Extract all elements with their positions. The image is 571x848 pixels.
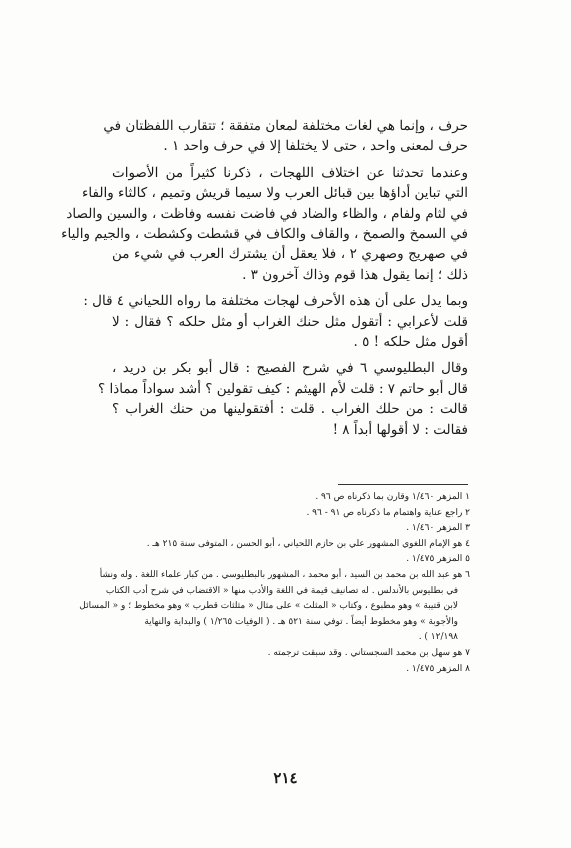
footnote: ٨ المزهر ١/٤٧٥ . <box>406 663 470 674</box>
text-line: قالت : من حلك الغراب . قلت : أفتقولينها من حنك الغراب ؟ <box>112 401 468 418</box>
body-text <box>61 116 468 440</box>
footnote: ٥ المزهر ١/٤٧٥ . <box>406 554 470 565</box>
paragraph-4 <box>98 358 468 440</box>
text-line: في السمخ والصمخ ، والقاف والكاف في قشطت وكشطت ، والجيم والياء <box>61 226 468 243</box>
paragraph-3 <box>83 291 468 352</box>
footnote-continuation: لابن قتيبة » وهو مطبوع ، وكتاب « المثلث » على مثال « مثلثات قطرب » وهو مخطوط ؛ و « المسائل <box>79 601 458 612</box>
paragraph-1 <box>103 116 468 157</box>
text-line: وبما يدل على أن هذه الأحرف لهجات مختلفة ما رواه اللحياني ٤ قال : <box>83 293 468 310</box>
footnote: ١ المزهر ١/٤٦٠ وقارن بما ذكرناه ص ٩٦ . <box>315 492 470 502</box>
footnote: ٣ المزهر ١/٤٦٠ . <box>406 523 470 534</box>
text-line: حرف لمعنى واحد ، حتى لا يختلفا إلا في حرف واحد ١ . <box>163 138 468 155</box>
footnote-continuation: والأجوبة » وهو مخطوط أيضاً . توفي سنة ٥٢١ هـ . ( الوفيات ١/٢٦٥ ) والبداية والنهاية <box>144 616 458 627</box>
text-line: في صهريج وصهري ٢ ، فلا يعقل أن يشترك العرب في شيء من <box>112 246 468 263</box>
text-line: في لثام ولفام ، والظاء والضاد في فاضت نفسه وفاظت ، والسين والصاد <box>66 205 468 222</box>
text-line: فقالت : لا أقولها أبداً ٨ ! <box>332 421 468 438</box>
footnote-divider <box>338 484 468 485</box>
text-line: وعندما تحدثنا عن اختلاف اللهجات ، ذكرنا كثيراً من الأصوات <box>112 164 468 181</box>
page-number: ٢١٤ <box>273 769 298 787</box>
paragraph-2 <box>61 163 468 285</box>
footnote-continuation: في بطليوس بالأندلس . له تصانيف قيمة في اللغة والأدب منها « الاقتضاب في شرح أدب الكتاب <box>105 585 458 596</box>
footnote: ٢ راجع عناية واهتمام ما ذكرناه ص ٩١ - ٩٦ . <box>306 507 470 518</box>
text-line: قلت لأعرابي : أتقول مثل حنك الغراب أو مثل حلكه ؟ فقال : لا <box>112 313 468 330</box>
text-line: ذلك ؛ إنما يقول هذا قوم وذاك آخرون ٣ . <box>242 266 468 283</box>
text-line: قال أبو حاتم ٧ : قلت لأم الهيثم : كيف تقولين ؟ أشد سواداً مماذا ؟ <box>98 380 468 397</box>
footnote-continuation: ١٢/١٩٨ ) . <box>418 632 458 643</box>
text-line: حرف ، وإنما هي لغات مختلفة لمعان متفقة ؛ تتقارب اللفظتان في <box>103 118 468 134</box>
text-line: التي تباين أداؤها بين قبائل العرب ولا سيما قريش وتميم ، كالثاء والفاء <box>82 185 468 202</box>
footnote: ٧ هو سهل بن محمد السجستاني . وقد سبقت ترجمته . <box>267 647 470 658</box>
footnote: ٤ هو الإمام اللغوي المشهور علي بن حازم اللحياني ، أبو الحسن ، المتوفى سنة ٢١٥ هـ . <box>146 538 470 549</box>
footnotes <box>79 490 470 677</box>
text-line: أقول مثل حلكه ! ٥ . <box>353 334 468 351</box>
text-line: وقال البطليوسي ٦ في شرح الفصيح : قال أبو بكر بن دريد ، <box>112 360 468 377</box>
footnote: ٦ هو عبد الله بن محمد بن السيد ، أبو محمد ، المشهور بالبطليوسي . من كبار علماء اللغة . وله ونشأ <box>99 569 470 580</box>
